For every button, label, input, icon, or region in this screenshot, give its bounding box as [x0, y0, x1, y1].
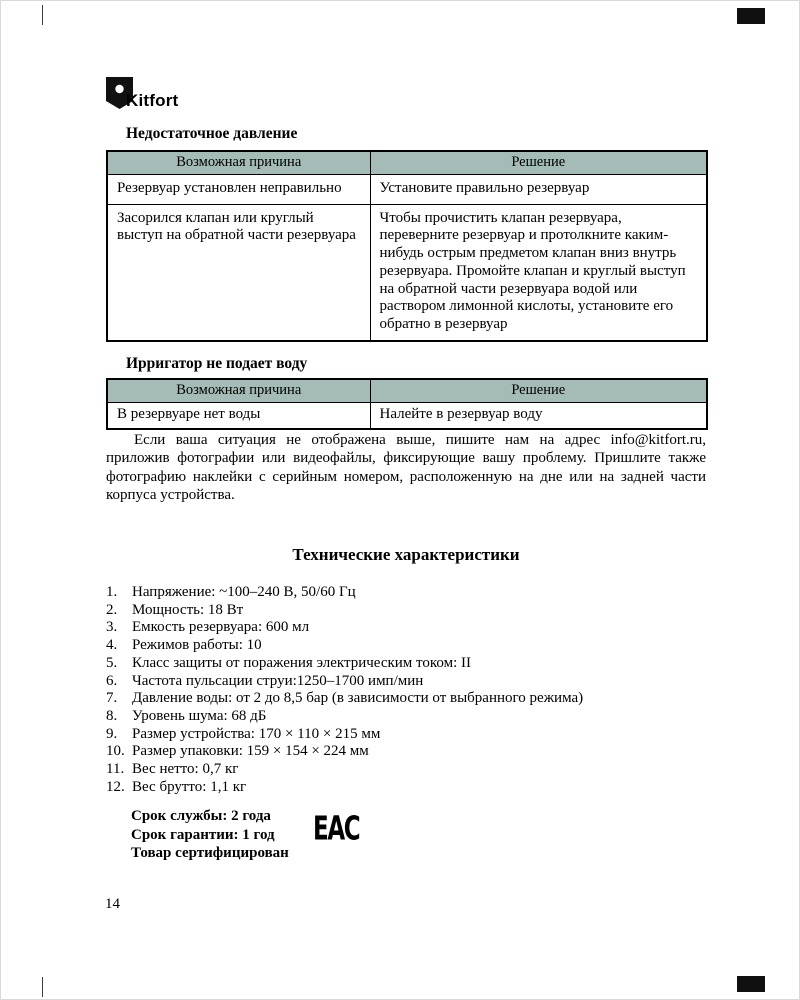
table-header-row	[107, 151, 707, 175]
spec-item	[106, 602, 721, 620]
spec-text: Напряжение: ~100–240 В, 50/60 Гц	[132, 584, 356, 600]
spec-item	[106, 726, 721, 744]
spec-text: Вес нетто: 0,7 кг	[132, 761, 239, 778]
no-water-troubleshooting-table	[106, 378, 708, 430]
spec-text: Давление воды: от 2 до 8,5 бар (в зависимости от выбранного режима)	[132, 690, 584, 707]
spec-item	[106, 584, 721, 602]
spec-text: Класс защиты от поражения электрическим током: II	[132, 654, 472, 671]
print-mark-bottom-right	[737, 976, 765, 992]
solution-cell: Установите правильно резервуар	[370, 175, 707, 205]
spec-item	[106, 619, 721, 637]
table-header-row	[107, 379, 707, 403]
crop-mark-bottom-left	[42, 977, 43, 997]
spec-number: 8.	[106, 707, 118, 724]
section-heading-no-water: Ирригатор не подает воду	[126, 355, 308, 372]
table-row	[107, 403, 707, 429]
spec-number: 3.	[106, 619, 118, 636]
spec-number: 4.	[106, 637, 118, 654]
spec-number: 10.	[106, 743, 125, 760]
service-life-line: Срок службы: 2 года	[131, 808, 271, 824]
table-row	[107, 175, 707, 205]
page-number: 14	[105, 896, 120, 912]
solution-cell: Налейте в резервуар воду	[370, 403, 707, 429]
column-header-cause: Возможная причина	[107, 151, 370, 175]
column-header-solution: Решение	[370, 151, 707, 175]
spec-text: Размер устройства: 170 × 110 × 215 мм	[132, 725, 381, 742]
print-mark-top-right	[737, 8, 765, 24]
spec-text: Емкость резервуара: 600 мл	[132, 619, 310, 636]
spec-number: 12.	[106, 778, 125, 795]
spec-number: 6.	[106, 672, 118, 689]
solution-cell: Чтобы прочистить клапан резервуара, переверните резервуар и протолкните каким-нибудь острым предметом клапан вниз внутрь резервуара. Промойте клапан и круглый выступ на обратной части резервуара водой или раствором лимонной кислоты, установите его обратно в резервуар	[370, 204, 707, 340]
certified-line: Товар сертифицирован	[131, 845, 289, 861]
spec-item	[106, 779, 721, 797]
spec-text: Частота пульсации струи:1250–1700 имп/мин	[132, 672, 424, 689]
spec-text: Уровень шума: 68 дБ	[132, 707, 267, 724]
certification-block	[131, 807, 289, 863]
section-heading-pressure: Недостаточное давление	[126, 125, 298, 142]
contact-paragraph: Если ваша ситуация не отображена выше, пишите нам на адрес info@kitfort.ru, приложив фотографии или видеофайлы, фиксирующие вашу проблему. Пришлите также фотографию наклейки с серийным номером, расположенную на дне или на задней части корпуса устройства.	[106, 432, 706, 503]
pressure-troubleshooting-table	[106, 150, 708, 342]
table-row	[107, 204, 707, 340]
spec-number: 11.	[106, 761, 125, 778]
specs-heading: Технические характеристики	[292, 545, 520, 564]
spec-item	[106, 708, 721, 726]
cause-cell: В резервуаре нет воды	[107, 403, 370, 429]
spec-text: Вес брутто: 1,1 кг	[132, 778, 247, 795]
kitfort-logo-text: Kitfort	[126, 91, 179, 110]
spec-text: Размер упаковки: 159 × 154 × 224 мм	[132, 743, 369, 760]
cause-cell: Резервуар установлен неправильно	[107, 175, 370, 205]
column-header-cause: Возможная причина	[107, 379, 370, 403]
spec-item	[106, 637, 721, 655]
spec-text: Мощность: 18 Вт	[132, 601, 244, 618]
spec-item	[106, 673, 721, 691]
spec-number: 9.	[106, 725, 118, 742]
cause-cell: Засорился клапан или круглый выступ на обратной части резервуара	[107, 204, 370, 340]
spec-number: 7.	[106, 690, 118, 707]
spec-item	[106, 761, 721, 779]
spec-item	[106, 690, 721, 708]
kitfort-logo	[105, 77, 178, 110]
spec-item	[106, 655, 721, 673]
eac-mark-icon: ЕАС	[313, 809, 360, 848]
spec-number: 1.	[106, 584, 118, 600]
spec-number: 2.	[106, 601, 118, 618]
specs-list	[106, 584, 721, 796]
crop-mark-top-left	[42, 5, 43, 25]
spec-text: Режимов работы: 10	[132, 637, 262, 654]
spec-number: 5.	[106, 654, 118, 671]
warranty-line: Срок гарантии: 1 год	[131, 826, 275, 843]
spec-item	[106, 743, 721, 761]
column-header-solution: Решение	[370, 379, 707, 403]
